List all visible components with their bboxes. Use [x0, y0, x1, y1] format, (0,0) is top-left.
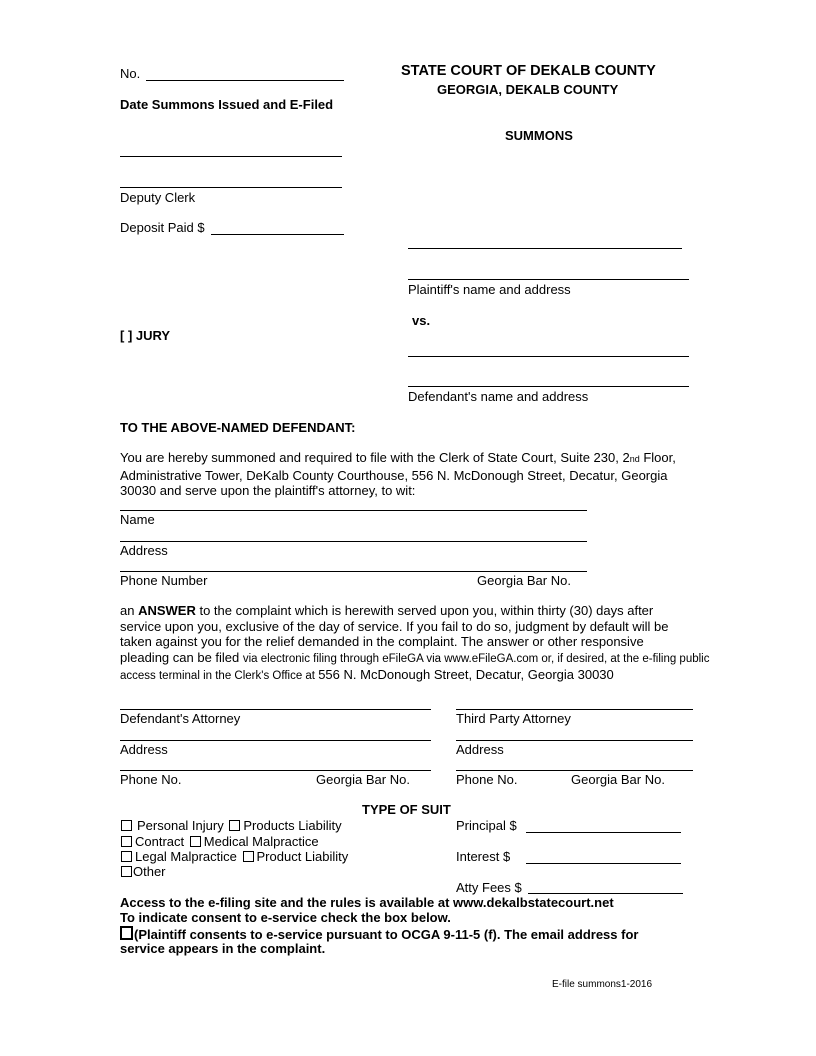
- type-of-suit-heading: TYPE OF SUIT: [362, 802, 451, 817]
- third-party-address-label: Address: [456, 742, 504, 757]
- defendant-name-field[interactable]: [408, 356, 689, 357]
- answer-line2: service upon you, exclusive of the day of service. If you fail to do so, judgment by default will be: [120, 618, 669, 634]
- suit-row-4: [121, 864, 166, 879]
- case-number-field[interactable]: [146, 80, 344, 81]
- legal-malpractice-checkbox[interactable]: [121, 851, 132, 862]
- products-liability-checkbox[interactable]: [229, 820, 240, 831]
- defendant-attorney-label: Defendant's Attorney: [120, 711, 241, 726]
- answer-line4-end: via electronic filing through eFileGA via www.eFileGA.com or, if desired, at the e-filing public: [242, 652, 710, 665]
- other-label: Other: [133, 864, 166, 879]
- suit-row-1: [121, 818, 342, 833]
- third-party-bar-label: Georgia Bar No.: [571, 772, 665, 787]
- summons-paragraph: [120, 450, 700, 499]
- attorney-name-field[interactable]: [120, 510, 587, 511]
- third-party-phone-field[interactable]: [456, 770, 693, 771]
- summons-line1-end: Floor,: [639, 450, 676, 465]
- principal-label: Principal $: [456, 818, 517, 833]
- answer-line4-start: pleading can be filed: [120, 649, 243, 665]
- defendant-attorney-phone-field[interactable]: [120, 770, 431, 771]
- deputy-clerk-label: Deputy Clerk: [120, 190, 196, 205]
- summons-line1: You are hereby summoned and required to file with the Clerk of State Court, Suite 230, 2: [120, 450, 630, 465]
- date-issued-field[interactable]: [120, 156, 342, 157]
- products-liability-label: Products Liability: [243, 818, 342, 833]
- answer-word: ANSWER: [138, 603, 196, 618]
- date-issued-label: Date Summons Issued and E-Filed: [120, 97, 334, 112]
- name-label: Name: [120, 512, 155, 527]
- summons-line1-sup: nd: [629, 454, 640, 464]
- deputy-clerk-signature-field[interactable]: [120, 187, 342, 188]
- contract-label: Contract: [135, 834, 185, 849]
- answer-line3: taken against you for the relief demanded in the complaint. The answer or other responsive: [120, 634, 644, 649]
- plaintiff-consent-line2: service appears in the complaint.: [120, 941, 326, 956]
- answer-paragraph: [120, 603, 710, 685]
- plaintiff-name-field[interactable]: [408, 248, 682, 249]
- product-liability-checkbox[interactable]: [243, 851, 254, 862]
- answer-line1-start: an: [120, 603, 139, 618]
- suit-row-3: [121, 849, 348, 864]
- personal-injury-checkbox[interactable]: [121, 820, 132, 831]
- answer-line5-start: access terminal in the Clerk's Office at: [120, 670, 319, 682]
- other-checkbox[interactable]: [121, 866, 132, 877]
- efiling-access-line: Access to the e-filing site and the rules is available at www.dekalbstatecourt.net: [120, 895, 614, 910]
- address-label: Address: [120, 543, 168, 558]
- plaintiff-consent-line1: [120, 926, 638, 942]
- answer-line5-end: 556 N. McDonough Street, Decatur, Georgia 30030: [318, 667, 614, 682]
- court-name: STATE COURT OF DEKALB COUNTY: [401, 63, 656, 79]
- phone-number-label: Phone Number: [120, 573, 208, 588]
- atty-fees-label: Atty Fees $: [456, 880, 522, 895]
- defendant-attorney-phone-label: Phone No.: [120, 772, 182, 787]
- medical-malpractice-label: Medical Malpractice: [203, 834, 319, 849]
- attorney-address-field[interactable]: [120, 541, 587, 542]
- third-party-phone-label: Phone No.: [456, 772, 518, 787]
- medical-malpractice-checkbox[interactable]: [190, 836, 201, 847]
- defendant-attorney-address-field[interactable]: [120, 740, 431, 741]
- product-liability-label: Product Liability: [256, 849, 349, 864]
- defendant-address-field[interactable]: [408, 386, 689, 387]
- vs-label: vs.: [412, 313, 431, 328]
- principal-field[interactable]: [526, 832, 681, 833]
- attorney-phone-field[interactable]: [120, 571, 587, 572]
- deposit-label: Deposit Paid $: [120, 220, 205, 235]
- e-service-consent-checkbox[interactable]: [120, 926, 133, 940]
- bar-number-label: Georgia Bar No.: [477, 573, 571, 588]
- plaintiff-consent-text: (Plaintiff consents to e-service pursuant to OCGA 9-11-5 (f). The email address for: [134, 927, 639, 942]
- third-party-address-field[interactable]: [456, 740, 693, 741]
- defendant-attorney-address-label: Address: [120, 742, 168, 757]
- third-party-attorney-field[interactable]: [456, 709, 693, 710]
- court-location: GEORGIA, DEKALB COUNTY: [437, 82, 619, 97]
- defendant-attorney-field[interactable]: [120, 709, 431, 710]
- personal-injury-label: Personal Injury: [137, 818, 224, 833]
- plaintiff-address-field[interactable]: [408, 279, 689, 280]
- form-id: E-file summons1-2016: [552, 979, 653, 990]
- summons-line3: 30030 and serve upon the plaintiff's attorney, to wit:: [120, 483, 416, 498]
- case-number-label: No.: [120, 66, 141, 81]
- deposit-field[interactable]: [211, 234, 344, 235]
- interest-field[interactable]: [526, 863, 681, 864]
- legal-malpractice-label: Legal Malpractice: [135, 849, 237, 864]
- plaintiff-label: Plaintiff's name and address: [408, 282, 571, 297]
- to-defendant-heading: TO THE ABOVE-NAMED DEFENDANT:: [120, 420, 356, 435]
- summons-line2: Administrative Tower, DeKalb County Courthouse, 556 N. McDonough Street, Decatur, Georgia: [120, 467, 668, 483]
- contract-checkbox[interactable]: [121, 836, 132, 847]
- defendant-attorney-bar-label: Georgia Bar No.: [316, 772, 410, 787]
- document-title: SUMMONS: [505, 128, 573, 143]
- consent-instruction: To indicate consent to e-service check the box below.: [120, 910, 451, 925]
- suit-row-2: [121, 834, 319, 849]
- jury-checkbox[interactable]: [ ] JURY: [120, 328, 171, 343]
- defendant-label: Defendant's name and address: [408, 389, 589, 404]
- atty-fees-field[interactable]: [528, 893, 683, 894]
- answer-line1-end: to the complaint which is herewith served upon you, within thirty (30) days after: [195, 603, 654, 618]
- interest-label: Interest $: [456, 849, 511, 864]
- third-party-attorney-label: Third Party Attorney: [456, 711, 571, 726]
